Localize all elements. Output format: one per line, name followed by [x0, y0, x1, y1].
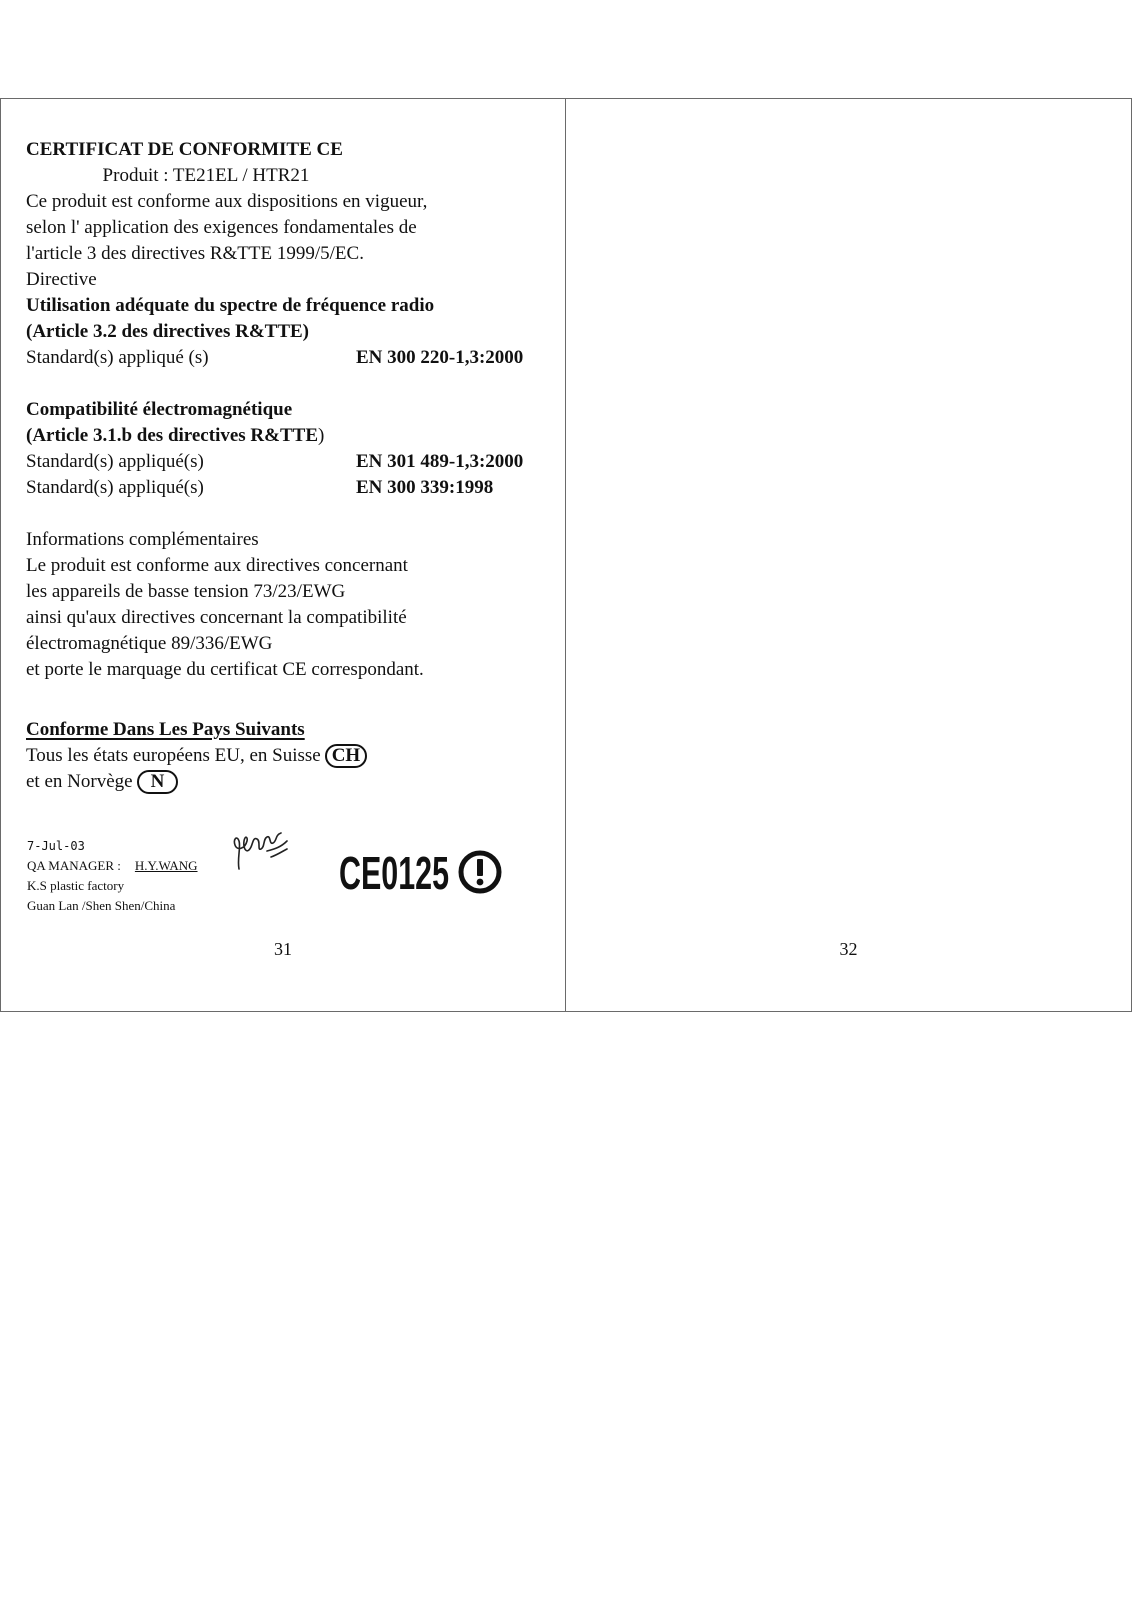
ce-mark-text: CE0125: [339, 847, 449, 899]
section1-article: (Article 3.2 des directives R&TTE): [26, 321, 310, 342]
standard-row: [26, 449, 546, 475]
standard-value: EN 301 489-1,3:2000: [356, 451, 524, 472]
page-right: [566, 99, 1131, 1011]
standard-label: Standard(s) appliqué (s): [26, 347, 209, 368]
signoff-role-line: [27, 856, 198, 876]
page-number-left: 31: [274, 939, 292, 959]
countries-heading: Conforme Dans Les Pays Suivants: [26, 719, 305, 740]
intro-line: l'article 3 des directives R&TTE 1999/5/EC.: [26, 243, 364, 264]
standard-label: Standard(s) appliqué(s): [26, 477, 204, 498]
countries-line: [26, 769, 546, 795]
intro-line: selon l' application des exigences fondamentales de: [26, 217, 417, 238]
info-line: Le produit est conforme aux directives concernant: [26, 555, 408, 576]
section1-heading: Utilisation adéquate du spectre de fréquence radio: [26, 295, 435, 316]
countries-text: Tous les états européens EU, en Suisse: [26, 745, 321, 766]
standard-value: EN 300 339:1998: [356, 477, 494, 498]
countries-text: et en Norvège: [26, 771, 133, 792]
signoff-name: H.Y.WANG: [134, 858, 198, 873]
info-line: et porte le marquage du certificat CE correspondant.: [26, 659, 424, 680]
handwritten-signature-icon: [231, 829, 291, 873]
section2-article-text: (Article 3.1.b des directives R&TTE: [26, 425, 318, 446]
section2-heading: Compatibilité électromagnétique: [26, 399, 293, 420]
signoff-company: K.S plastic factory: [27, 878, 125, 893]
countries-line: [26, 743, 546, 769]
signoff-date: 7-Jul-03: [27, 839, 85, 853]
info-line: ainsi qu'aux directives concernant la compatibilité: [26, 607, 407, 628]
certificate-content: [26, 137, 546, 795]
info-line: électromagnétique 89/336/EWG: [26, 633, 273, 654]
standard-row: [26, 475, 546, 501]
standard-row: [26, 345, 546, 371]
intro-line: Ce produit est conforme aux dispositions en vigueur,: [26, 191, 428, 212]
country-badge-ch: CH: [325, 744, 368, 768]
info-heading: Informations complémentaires: [26, 529, 259, 550]
section2-article: [26, 423, 546, 449]
standard-value: EN 300 220-1,3:2000: [356, 347, 524, 368]
product-line: Produit : TE21EL / HTR21: [102, 165, 310, 186]
page-number-right: 32: [839, 939, 858, 959]
section2-article-close: ): [318, 425, 325, 446]
alert-circle-icon: [457, 849, 503, 895]
intro-line: Directive: [26, 269, 97, 290]
certificate-title: CERTIFICAT DE CONFORMITE CE: [26, 139, 343, 160]
signoff-role: QA MANAGER :: [27, 858, 121, 873]
standard-label: Standard(s) appliqué(s): [26, 451, 204, 472]
ce-mark-icon: [339, 847, 451, 899]
signoff-block: [27, 836, 198, 916]
page-left: [1, 99, 565, 1011]
signoff-location: Guan Lan /Shen Shen/China: [27, 898, 176, 913]
booklet-spread: [0, 98, 1132, 1012]
info-line: les appareils de basse tension 73/23/EWG: [26, 581, 346, 602]
country-badge-n: N: [137, 770, 179, 794]
